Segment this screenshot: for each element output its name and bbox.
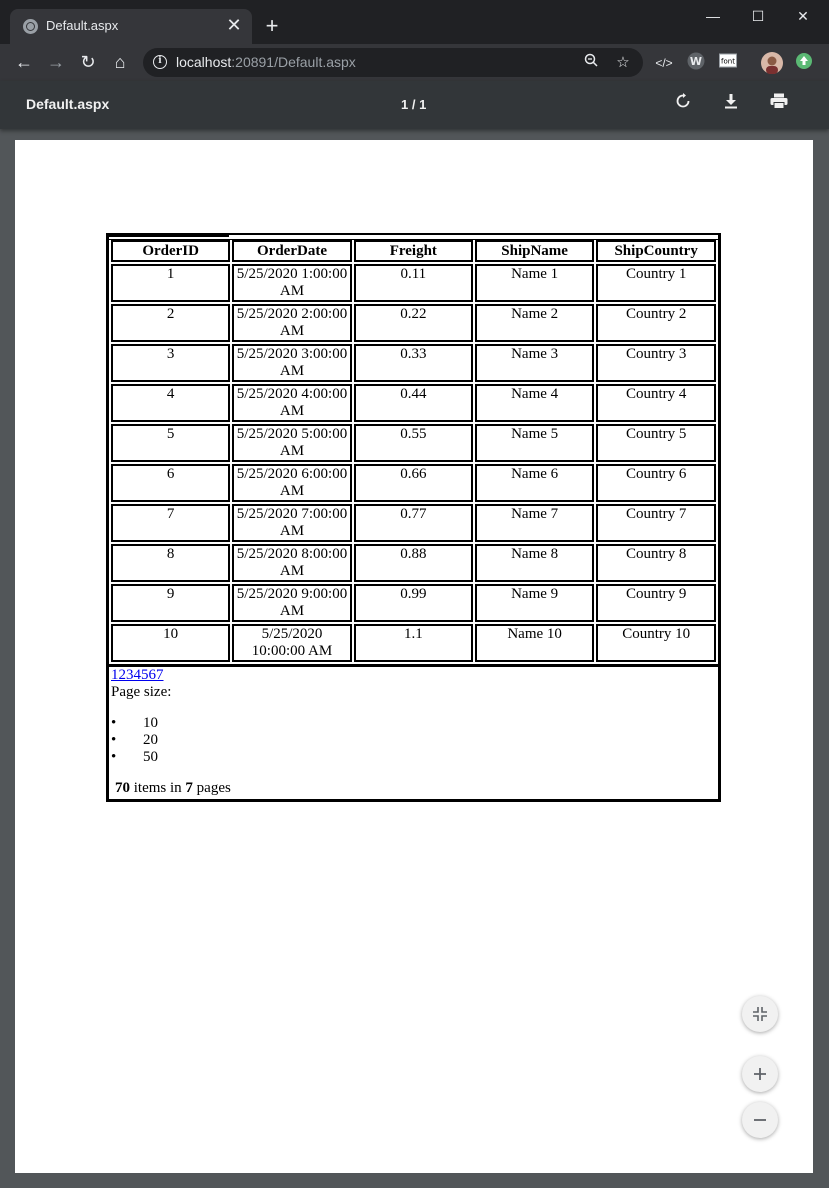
orderid-cell: 6 (111, 464, 230, 502)
shipcountry-cell: Country 3 (596, 344, 716, 382)
orderid-cell: 2 (111, 304, 230, 342)
pdf-toolbar (0, 81, 829, 129)
profile-avatar-icon[interactable] (761, 52, 783, 74)
page-size-list (111, 715, 718, 766)
freight-cell: 0.11 (354, 264, 473, 302)
table-row (111, 584, 716, 622)
freight-cell: 0.55 (354, 424, 473, 462)
table-row (111, 264, 716, 302)
table-row (111, 544, 716, 582)
orderdate-cell: 5/25/2020 10:00:00 AM (232, 624, 351, 662)
freight-cell: 1.1 (354, 624, 473, 662)
orderid-cell: 3 (111, 344, 230, 382)
page-link-2[interactable]: 2 (118, 667, 126, 683)
shipcountry-cell: Country 10 (596, 624, 716, 662)
orderid-cell: 9 (111, 584, 230, 622)
items-text: items in (130, 780, 186, 796)
shipname-cell: Name 6 (475, 464, 594, 502)
page-size-option[interactable]: • 10 (111, 715, 718, 732)
bookmark-star-icon[interactable]: ☆ (616, 54, 630, 71)
page-link-1[interactable]: 1 (111, 667, 119, 683)
pdf-page (15, 140, 813, 1173)
url-path: :20891/Default.aspx (231, 54, 356, 70)
page-links (111, 667, 718, 684)
page-size-label: Page size: (111, 684, 172, 700)
print-icon[interactable] (767, 93, 791, 117)
table-row (111, 344, 716, 382)
page-link-7[interactable]: 7 (156, 667, 164, 683)
orderdate-cell: 5/25/2020 6:00:00 AM (232, 464, 351, 502)
shipname-cell: Name 4 (475, 384, 594, 422)
browser-toolbar (0, 44, 829, 81)
grid-top-strip (109, 235, 718, 240)
freight-cell: 0.33 (354, 344, 473, 382)
shipname-cell: Name 7 (475, 504, 594, 542)
pager-summary (111, 780, 718, 797)
page-link-4[interactable]: 4 (133, 667, 141, 683)
shipname-cell: Name 3 (475, 344, 594, 382)
orders-grid (106, 233, 721, 802)
tab-title: Default.aspx (46, 18, 119, 33)
globe-icon (23, 19, 38, 34)
column-header[interactable]: OrderDate (232, 240, 351, 262)
page-size-option[interactable]: • 50 (111, 749, 718, 766)
orderid-cell: 4 (111, 384, 230, 422)
shipcountry-cell: Country 7 (596, 504, 716, 542)
orderdate-cell: 5/25/2020 1:00:00 AM (232, 264, 351, 302)
reload-icon[interactable]: ↻ (80, 52, 96, 72)
svg-text:W: W (689, 55, 703, 68)
rotate-icon[interactable] (671, 93, 695, 117)
shipname-cell: Name 10 (475, 624, 594, 662)
freight-cell: 0.44 (354, 384, 473, 422)
fit-to-page-button[interactable] (742, 996, 778, 1032)
zoom-out-button[interactable] (742, 1102, 778, 1138)
browser-tab[interactable] (10, 9, 252, 44)
orderid-cell: 7 (111, 504, 230, 542)
column-header[interactable]: Freight (354, 240, 473, 262)
column-header[interactable]: ShipCountry (596, 240, 716, 262)
orders-table (109, 238, 718, 664)
shipcountry-cell: Country 5 (596, 424, 716, 462)
freight-cell: 0.66 (354, 464, 473, 502)
address-bar[interactable] (143, 48, 643, 77)
orderid-cell: 10 (111, 624, 230, 662)
tab-strip (0, 0, 829, 44)
tab-close-icon[interactable]: ✕ (226, 15, 242, 35)
freight-cell: 0.88 (354, 544, 473, 582)
orderdate-cell: 5/25/2020 5:00:00 AM (232, 424, 351, 462)
minimize-icon[interactable]: — (706, 8, 720, 24)
table-header-row (111, 240, 716, 262)
orderdate-cell: 5/25/2020 7:00:00 AM (232, 504, 351, 542)
zoom-in-button[interactable] (742, 1056, 778, 1092)
table-row (111, 464, 716, 502)
orderdate-cell: 5/25/2020 8:00:00 AM (232, 544, 351, 582)
table-row (111, 624, 716, 662)
freight-cell: 0.77 (354, 504, 473, 542)
orderdate-cell: 5/25/2020 4:00:00 AM (232, 384, 351, 422)
shipname-cell: Name 5 (475, 424, 594, 462)
orderid-cell: 1 (111, 264, 230, 302)
home-icon[interactable]: ⌂ (114, 52, 126, 72)
page-indicator: 1 / 1 (401, 97, 427, 112)
shipname-cell: Name 9 (475, 584, 594, 622)
maximize-icon[interactable]: ☐ (751, 8, 765, 24)
svg-text:font: font (721, 57, 735, 66)
table-row (111, 384, 716, 422)
table-row (111, 424, 716, 462)
table-row (111, 504, 716, 542)
font-extension-icon[interactable] (717, 52, 739, 74)
page-link-3[interactable]: 3 (126, 667, 134, 683)
orderid-cell: 5 (111, 424, 230, 462)
pdf-document-title: Default.aspx (26, 96, 110, 112)
window-close-icon[interactable]: ✕ (797, 8, 809, 24)
zoom-icon[interactable] (580, 52, 602, 74)
orderdate-cell: 5/25/2020 3:00:00 AM (232, 344, 351, 382)
forward-icon[interactable]: → (47, 52, 65, 72)
total-pages: 7 (185, 780, 193, 796)
column-header[interactable]: ShipName (475, 240, 594, 262)
url-text[interactable] (176, 54, 356, 70)
info-icon[interactable]: i (153, 55, 167, 69)
download-icon[interactable] (719, 93, 743, 117)
shipname-cell: Name 8 (475, 544, 594, 582)
update-extension-icon[interactable] (793, 52, 815, 74)
column-header[interactable]: OrderID (111, 240, 230, 262)
shipname-cell: Name 1 (475, 264, 594, 302)
page-size-option[interactable]: • 20 (111, 732, 718, 749)
total-items: 70 (115, 780, 130, 796)
shipcountry-cell: Country 8 (596, 544, 716, 582)
grid-pager (109, 664, 718, 799)
page-link-5[interactable]: 5 (141, 667, 149, 683)
orderdate-cell: 5/25/2020 9:00:00 AM (232, 584, 351, 622)
orderid-cell: 8 (111, 544, 230, 582)
shipname-cell: Name 2 (475, 304, 594, 342)
pages-text: pages (192, 780, 231, 796)
w-extension-icon[interactable] (685, 52, 707, 74)
code-extension-icon[interactable]: </> (655, 56, 673, 70)
page-link-6[interactable]: 6 (148, 667, 156, 683)
back-icon[interactable]: ← (15, 52, 33, 72)
freight-cell: 0.99 (354, 584, 473, 622)
table-row (111, 304, 716, 342)
new-tab-button[interactable]: + (265, 13, 279, 38)
shipcountry-cell: Country 1 (596, 264, 716, 302)
url-host: localhost (176, 54, 232, 70)
freight-cell: 0.22 (354, 304, 473, 342)
orderdate-cell: 5/25/2020 2:00:00 AM (232, 304, 351, 342)
shipcountry-cell: Country 6 (596, 464, 716, 502)
shipcountry-cell: Country 2 (596, 304, 716, 342)
shipcountry-cell: Country 9 (596, 584, 716, 622)
shipcountry-cell: Country 4 (596, 384, 716, 422)
